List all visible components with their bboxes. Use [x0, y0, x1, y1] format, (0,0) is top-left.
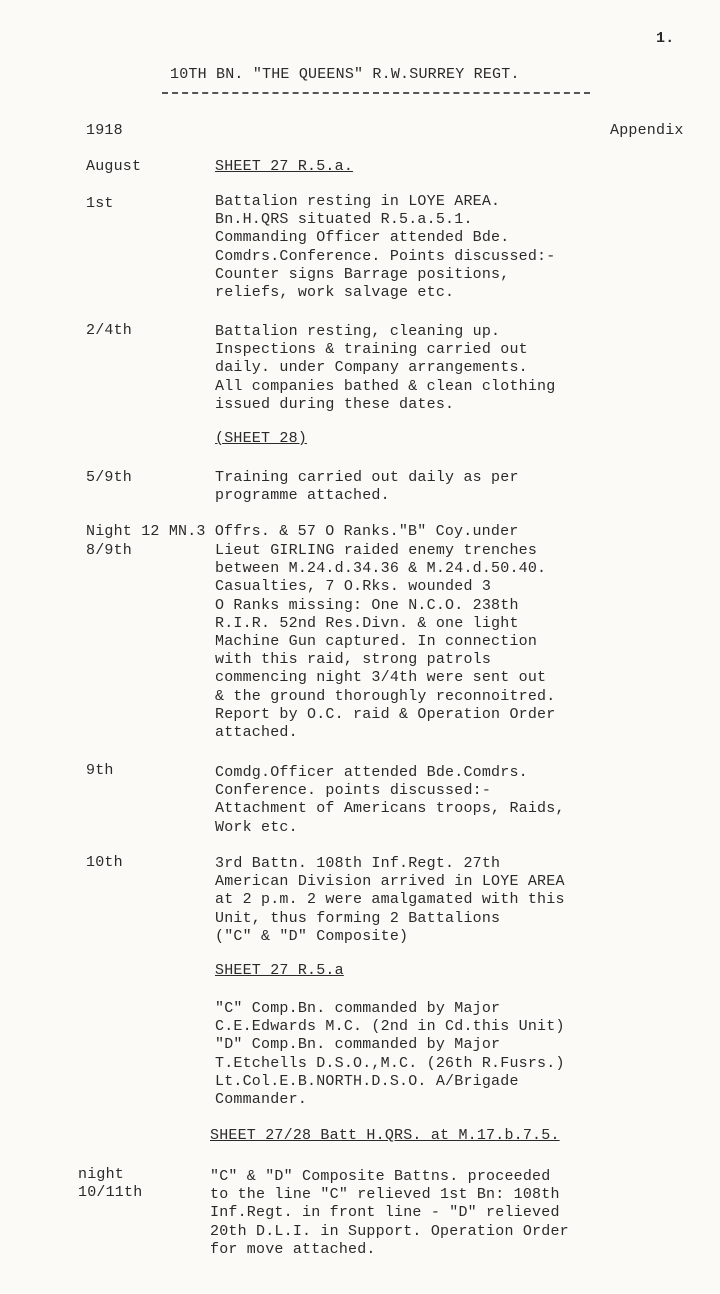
entry-text: Comdg.Officer attended Bde.Comdrs. Conference. points discussed:- Attachment of Americans troops, Raids, Work etc.	[215, 764, 565, 836]
entry-text: Battalion resting in LOYE AREA. Bn.H.QRS situated R.5.a.5.1. Commanding Officer attended Bde. Comdrs.Conference. Points discussed:- Counter signs Barrage positions, reliefs, work salvage etc.	[215, 193, 556, 302]
entry-text: Training carried out daily as per programme attached.	[215, 469, 519, 505]
appendix-label: Appendix	[610, 122, 684, 139]
entry-text: Lieut GIRLING raided enemy trenches between M.24.d.34.36 & M.24.d.50.40. Casualties, 7 O.Rks. wounded 3 O Ranks missing: One N.C.O. 238th R.I.R. 52nd Res.Divn. & one light Machine Gun captured. In connection with this raid, strong patrols commencing night 3/4th were sent out & the ground thoroughly reconnoitred. Report by O.C. raid & Operation Order attached.	[215, 542, 556, 742]
document-title: 10TH BN. "THE QUEENS" R.W.SURREY REGT.	[170, 66, 520, 83]
entry-date: night 10/11th	[78, 1166, 143, 1201]
entry-date: 9th	[86, 762, 114, 779]
entry-text: "C" & "D" Composite Battns. proceeded to the line "C" relieved 1st Bn: 108th Inf.Regt. in front line - "D" relieved 20th D.L.I. in Support. Operation Order for move attached.	[210, 1168, 569, 1258]
entry-text: Battalion resting, cleaning up. Inspections & training carried out daily. under Company arrangements. All companies bathed & clean clothing issued during these dates.	[215, 323, 556, 413]
page-number: 1.	[656, 30, 675, 47]
title-underline	[162, 92, 590, 94]
entry-date: 1st	[86, 195, 114, 212]
sheet-heading: (SHEET 28)	[215, 430, 308, 447]
entry-date: 5/9th	[86, 469, 133, 486]
month-label: August	[86, 158, 142, 175]
sheet-heading: SHEET 27 R.5.a	[215, 962, 344, 979]
entry-text: 3rd Battn. 108th Inf.Regt. 27th American Division arrived in LOYE AREA at 2 p.m. 2 were amalgamated with this Unit, thus forming 2 Battalions ("C" & "D" Composite)	[215, 855, 565, 945]
entry-date: 8/9th	[86, 542, 133, 559]
entry-date: 2/4th	[86, 322, 133, 339]
composite-text: "C" Comp.Bn. commanded by Major C.E.Edwards M.C. (2nd in Cd.this Unit) "D" Comp.Bn. commanded by Major T.Etchells D.S.O.,M.C. (26th R.Fusrs.) Lt.Col.E.B.NORTH.D.S.O. A/Brigade Commander.	[215, 1000, 565, 1109]
raid-first-line: Night 12 MN.3 Offrs. & 57 O Ranks."B" Coy.under	[86, 523, 519, 540]
sheet-heading: SHEET 27 R.5.a.	[215, 158, 354, 175]
entry-date: 10th	[86, 854, 123, 871]
year-label: 1918	[86, 122, 123, 139]
sheet-heading: SHEET 27/28 Batt H.QRS. at M.17.b.7.5.	[210, 1127, 560, 1144]
